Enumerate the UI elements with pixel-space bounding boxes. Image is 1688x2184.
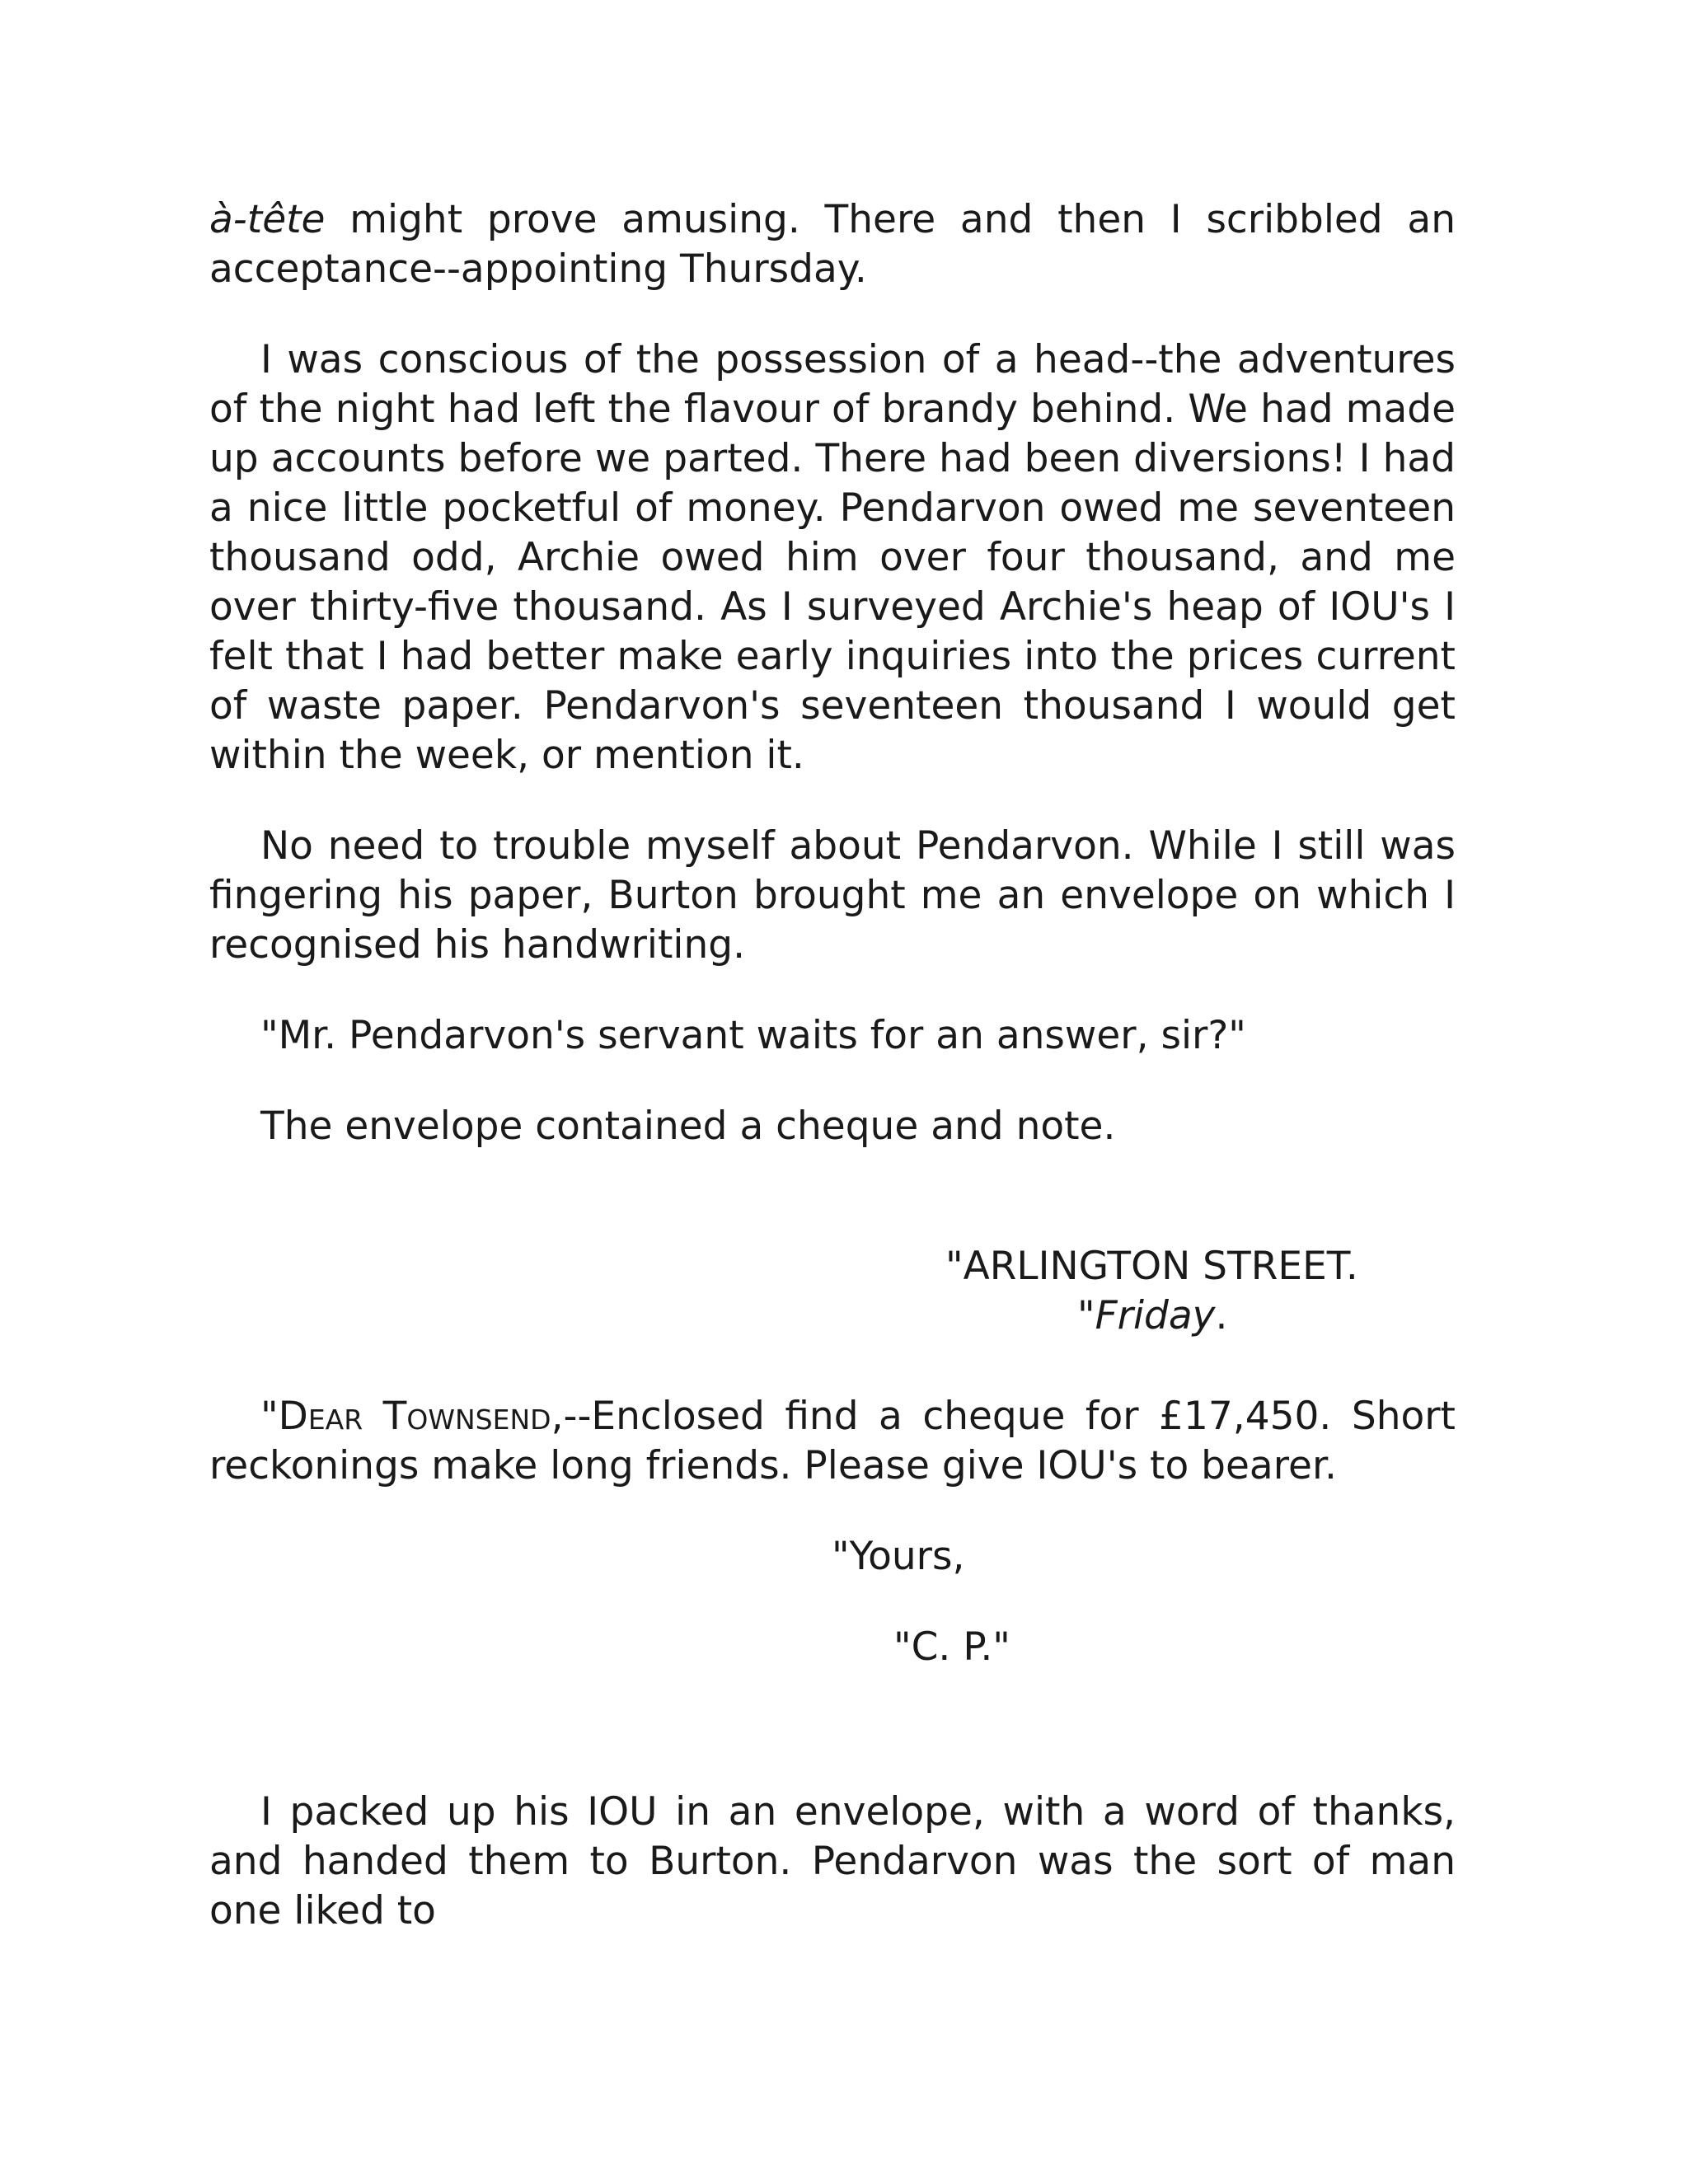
paragraph: I was conscious of the possession of a head--the adventures of the night had left the flavour of brandy behind. We had made up accounts before we parted. There had been diversions! I had a nice little pocketful of money. Pendarvon owed me seventeen thousand odd, Archie owed him over four thousand, and me over thirty-five thousand. As I surveyed Archie's heap of IOU's I felt that I had better make early inquiries into the prices current of waste paper. Pendarvon's seventeen thousand I would get within the week, or mention it. [209,337,1456,778]
letter-heading [209,1242,1456,1341]
paragraph: No need to trouble myself about Pendarvon. While I still was fingering his paper, Burton brought me an envelope on which I recognised his handwriting. [209,823,1456,968]
letter-address: "ARLINGTON STREET. [945,1244,1358,1289]
dialogue-line: "Mr. Pendarvon's servant waits for an answer, sir?" [260,1013,1246,1058]
punctuation: . [1215,1293,1228,1338]
page-body [209,195,1456,1936]
paragraph-continuation [209,195,1456,294]
letter-text: ,--Enclosed find a cheque for £17,450. Short reckonings make long friends. Please give IOU's to bearer. [209,1394,1456,1488]
italic-phrase: à-tête [209,197,326,242]
paragraph: I packed up his IOU in an envelope, with a word of thanks, and handed them to Burton. Pendarvon was the sort of man one liked to [209,1789,1456,1933]
paragraph: The envelope contained a cheque and note. [260,1104,1116,1149]
letter-signature: "C. P." [893,1624,1010,1670]
paragraph-text: might prove amusing. There and then I scribbled an acceptance--appointing Thursday. [209,197,1456,292]
letter-day: Friday [1095,1293,1216,1338]
letter-body [209,1392,1456,1491]
letter-date [1077,1291,1456,1341]
quote-mark: " [260,1394,279,1439]
quote-mark: " [1077,1293,1095,1338]
letter-salutation: Dear Townsend [278,1394,551,1439]
letter-closing: "Yours, [832,1534,965,1579]
